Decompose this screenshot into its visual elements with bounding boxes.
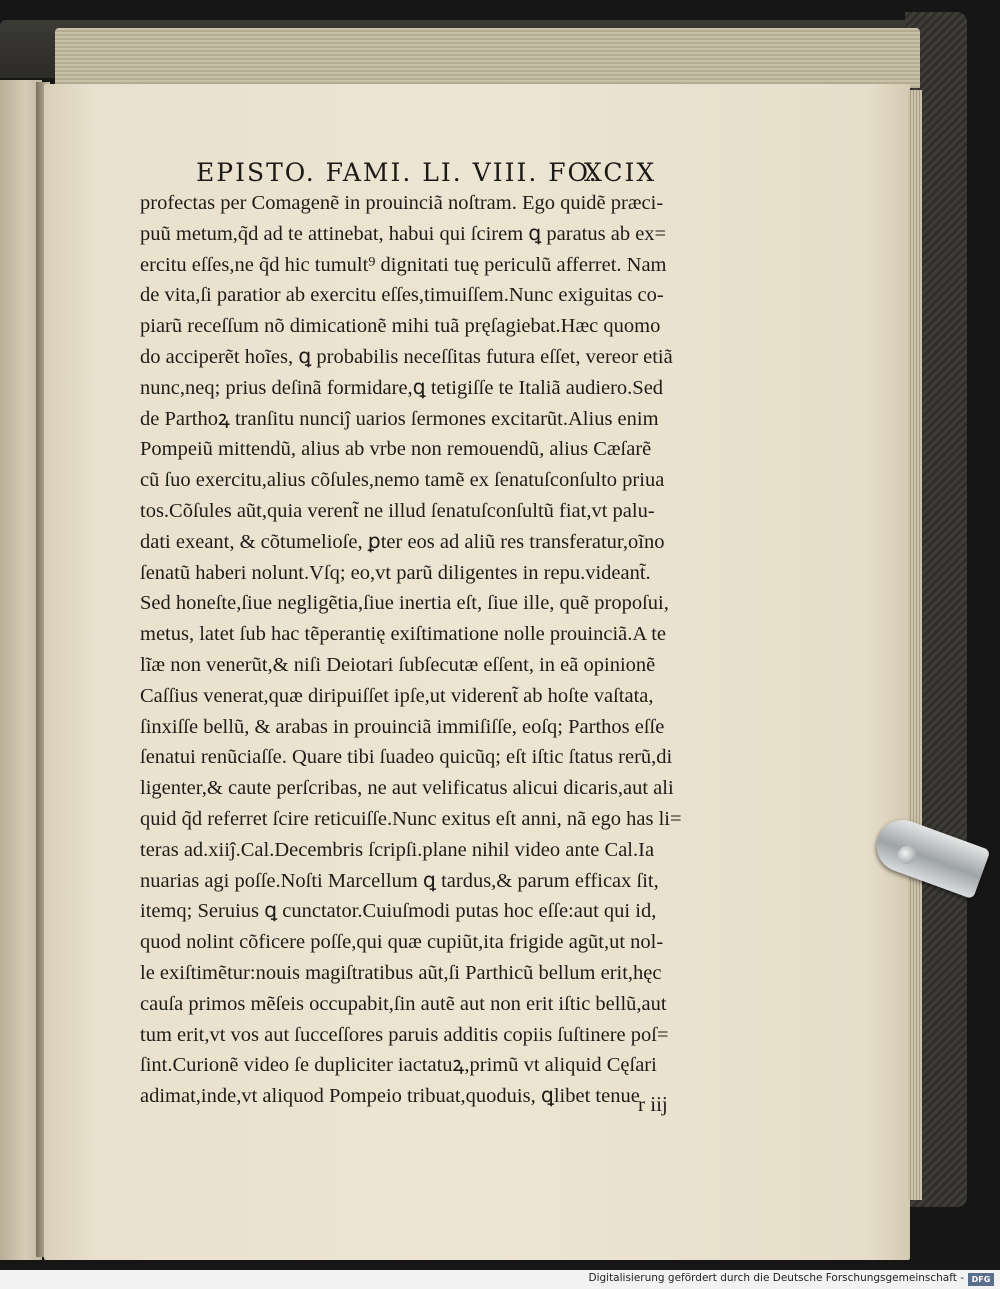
text-line: cauſa primos mẽſeis occupabit,ſin autẽ aut non erit iſtic bellũ,aut — [140, 992, 667, 1015]
running-title: EPISTO. FAMI. LI. VIII. FO. — [196, 158, 599, 187]
text-line: do acciperẽt hoĩes, ꝗ probabilis neceſſitas futura eſſet, vereor etiã — [140, 345, 673, 368]
clasp-rivet-icon — [898, 846, 916, 864]
text-line: Pompeiũ mittendũ, alius ab vrbe non remouendũ, alius Cæſarẽ — [140, 438, 652, 461]
text-line: tos.Cõſules aũt,quia verent̃ ne illud ſenatuſconſultũ fiat,vt palu- — [140, 499, 655, 522]
text-line: le exiſtimẽtur:nouis magiſtratibus aũt,ſi Parthicũ bellum erit,hęc — [140, 961, 662, 984]
funding-credit: Digitalisierung gefördert durch die Deutsche Forschungsgemeinschaft - — [588, 1272, 964, 1284]
text-line: lĩæ non venerũt,& niſi Deiotari ſubſecutæ eſſent, in eã opinionẽ — [140, 653, 656, 676]
text-line: de Parthoꝝ tranſitu nunciĵ uarios ſermones excitarũt.Alius enim — [140, 407, 659, 430]
text-line: itemq; Seruius ꝗ cunctator.Cuiuſmodi putas hoc eſſe:aut qui id, — [140, 900, 657, 923]
text-line: Caſſius venerat,quæ diripuiſſet ipſe,ut viderent̃ ab hoſte vaſtata, — [140, 684, 654, 707]
running-header — [196, 158, 696, 190]
text-line: nuarias agi poſſe.Noſti Marcellum ꝗ tardus,& parum efficax ſit, — [140, 869, 659, 892]
text-line: cũ ſuo exercitu,alius cõſules,nemo tamẽ ex ſenatuſconſulto priua — [140, 469, 665, 492]
text-line: teras ad.xiiĵ.Cal.Decembris ſcripſi.plane nihil video ante Cal.Ia — [140, 838, 655, 861]
text-line: nunc,neq; prius deſinã formidare,ꝗ tetigiſſe te Italiã audiero.Sed — [140, 376, 664, 399]
text-line: profectas per Comagenẽ in prouinciã noſtram. Ego quidẽ præci- — [140, 192, 664, 214]
page-stack-edge — [55, 28, 920, 88]
text-line: Sed honeſte,ſiue negligẽtia,ſiue inertia eſt, ſiue ille, quẽ propoſui, — [140, 592, 669, 615]
signature-mark: r iij — [638, 1092, 668, 1116]
letter-text — [140, 188, 730, 1112]
folio-number: XCIX — [584, 158, 657, 187]
text-line: ſenatũ haberi nolunt.Vſq; eo,vt parũ diligentes in repu.videant̃. — [140, 561, 651, 584]
text-line: quid q̃d referret ſcire reticuiſſe.Nunc exitus eſt anni, nã ego has li= — [140, 807, 682, 830]
text-line: ercitu eſſes,ne q̃d hic tumult⁹ dignitati tuę periculũ afferret. Nam — [140, 253, 667, 276]
text-line: metus, latet ſub hac tẽperantię exiſtimatione nolle prouinciã.A te — [140, 623, 666, 646]
text-line: piarũ receſſum nõ dimicationẽ mihi tuã pręſagiebat.Hæc quomo — [140, 315, 661, 338]
page-fore-edge — [908, 90, 922, 1200]
text-line: tum erit,vt vos aut ſucceſſores paruis additis copiis ſuſtinere poſ= — [140, 1023, 669, 1046]
text-line: quod nolint cõficere poſſe,qui quæ cupiũt,ita frigide agũt,ut nol- — [140, 931, 664, 954]
text-line: ligenter,& caute perſcribas, ne aut velificatus alicui dicaris,aut ali — [140, 777, 674, 800]
dfg-logo: DFG — [968, 1273, 994, 1286]
text-line: puũ metum,q̃d ad te attinebat, habui qui ſcirem ꝗ paratus ab ex= — [140, 222, 667, 245]
text-line: ſinxiſſe bellũ, & arabas in prouinciã immiſiſſe, eoſq; Parthos eſſe — [140, 715, 665, 738]
text-line: adimat,inde,vt aliquod Pompeio tribuat,quoduis, ꝗlibet tenue — [140, 1085, 640, 1108]
text-line: de vita,ſi paratior ab exercitu eſſes,timuiſſem.Nunc exiguitas co- — [140, 284, 664, 307]
text-line: dati exeant, & cõtumelioſe, ꝑter eos ad aliũ res transferatur,oĩno — [140, 530, 665, 553]
footer-bar — [0, 1270, 1000, 1289]
text-line: ſenatui renũciaſſe. Quare tibi ſuadeo quicũq; eſt iſtic ſtatus rerũ,di — [140, 746, 673, 769]
text-line: ſint.Curionẽ video ſe dupliciter iactatuꝝ,primũ vt aliquid Cęſari — [140, 1054, 657, 1077]
